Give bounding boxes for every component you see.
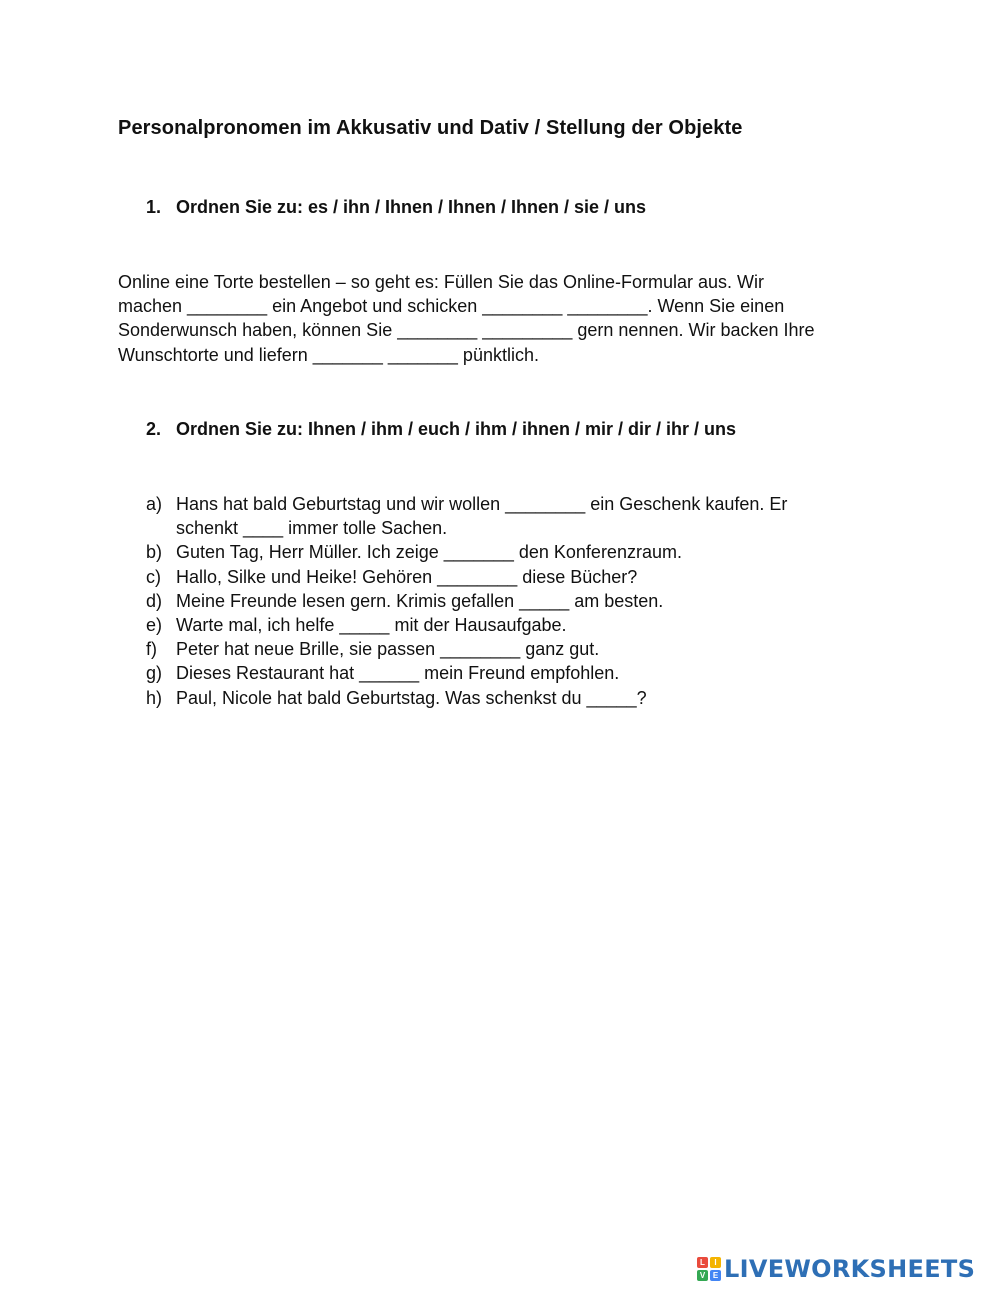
- exercise-line: Paul, Nicole hat bald Geburtstag. Was schenkst du _____?: [176, 687, 647, 708]
- section-2-heading: [146, 419, 736, 440]
- logo-tile: I: [710, 1257, 721, 1268]
- exercise-letter: h): [146, 687, 163, 708]
- paragraph-line: Wunschtorte und liefern _______ _______ pünktlich.: [118, 344, 539, 365]
- brand-name: LIVEWORKSHEETS: [724, 1255, 976, 1283]
- exercise-text: [176, 637, 599, 661]
- exercise-letter: d): [146, 590, 163, 611]
- exercise-item-e: [146, 613, 787, 637]
- liveworksheets-brand: [697, 1256, 975, 1282]
- exercise-text: [176, 492, 787, 540]
- exercise-text: [176, 661, 619, 685]
- section-2-number: 2.: [146, 419, 162, 439]
- exercise-item-h: [146, 686, 787, 710]
- exercise-item-g: [146, 661, 787, 685]
- logo-tile: V: [697, 1270, 708, 1281]
- section-1-number: 1.: [146, 197, 162, 217]
- paragraph-line: machen ________ ein Angebot und schicken ________ ________. Wenn Sie einen: [118, 296, 785, 317]
- exercise-text: [176, 565, 637, 589]
- exercise-item-d: [146, 589, 787, 613]
- exercise-text: [176, 589, 663, 613]
- exercise-item-a: [146, 492, 787, 540]
- exercise-line: schenkt ____ immer tolle Sachen.: [176, 518, 448, 539]
- exercise-letter: f): [146, 639, 157, 660]
- exercise-line: Peter hat neue Brille, sie passen ________ ganz gut.: [176, 639, 600, 660]
- exercise-letter: a): [146, 494, 163, 514]
- section-2-heading-text: Ordnen Sie zu: Ihnen / ihm / euch / ihm / ihnen / mir / dir / ihr / uns: [176, 419, 737, 439]
- exercise-letter: e): [146, 615, 163, 636]
- exercise-letter: b): [146, 542, 163, 563]
- section-1-paragraph: [118, 270, 815, 367]
- exercise-list: [146, 492, 787, 710]
- liveworksheets-logo-icon: [697, 1257, 721, 1281]
- exercise-line: Meine Freunde lesen gern. Krimis gefallen _____ am besten.: [176, 590, 664, 611]
- exercise-item-c: [146, 565, 787, 589]
- exercise-line: Warte mal, ich helfe _____ mit der Hausaufgabe.: [176, 615, 567, 636]
- exercise-text: [176, 540, 682, 564]
- exercise-line: Dieses Restaurant hat ______ mein Freund empfohlen.: [176, 663, 620, 684]
- exercise-item-f: [146, 637, 787, 661]
- exercise-line: Hans hat bald Geburtstag und wir wollen ________ ein Geschenk kaufen. Er: [176, 494, 788, 514]
- exercise-item-b: [146, 540, 787, 564]
- section-1-heading-text: Ordnen Sie zu: es / ihn / Ihnen / Ihnen / Ihnen / sie / uns: [176, 197, 647, 217]
- exercise-line: Hallo, Silke und Heike! Gehören ________ diese Bücher?: [176, 566, 638, 587]
- paragraph-line: Online eine Torte bestellen – so geht es: Füllen Sie das Online-Formular aus. Wir: [118, 272, 764, 292]
- exercise-text: [176, 613, 567, 637]
- exercise-line: Guten Tag, Herr Müller. Ich zeige _______ den Konferenzraum.: [176, 542, 682, 563]
- paragraph-line: Sonderwunsch haben, können Sie ________ _________ gern nennen. Wir backen Ihre: [118, 320, 815, 341]
- section-1-heading: [146, 197, 646, 218]
- page-title: Personalpronomen im Akkusativ und Dativ / Stellung der Objekte: [118, 117, 743, 139]
- exercise-letter: g): [146, 663, 163, 684]
- logo-tile: E: [710, 1270, 721, 1281]
- exercise-letter: c): [146, 566, 161, 587]
- logo-tile: L: [697, 1257, 708, 1268]
- exercise-text: [176, 686, 647, 710]
